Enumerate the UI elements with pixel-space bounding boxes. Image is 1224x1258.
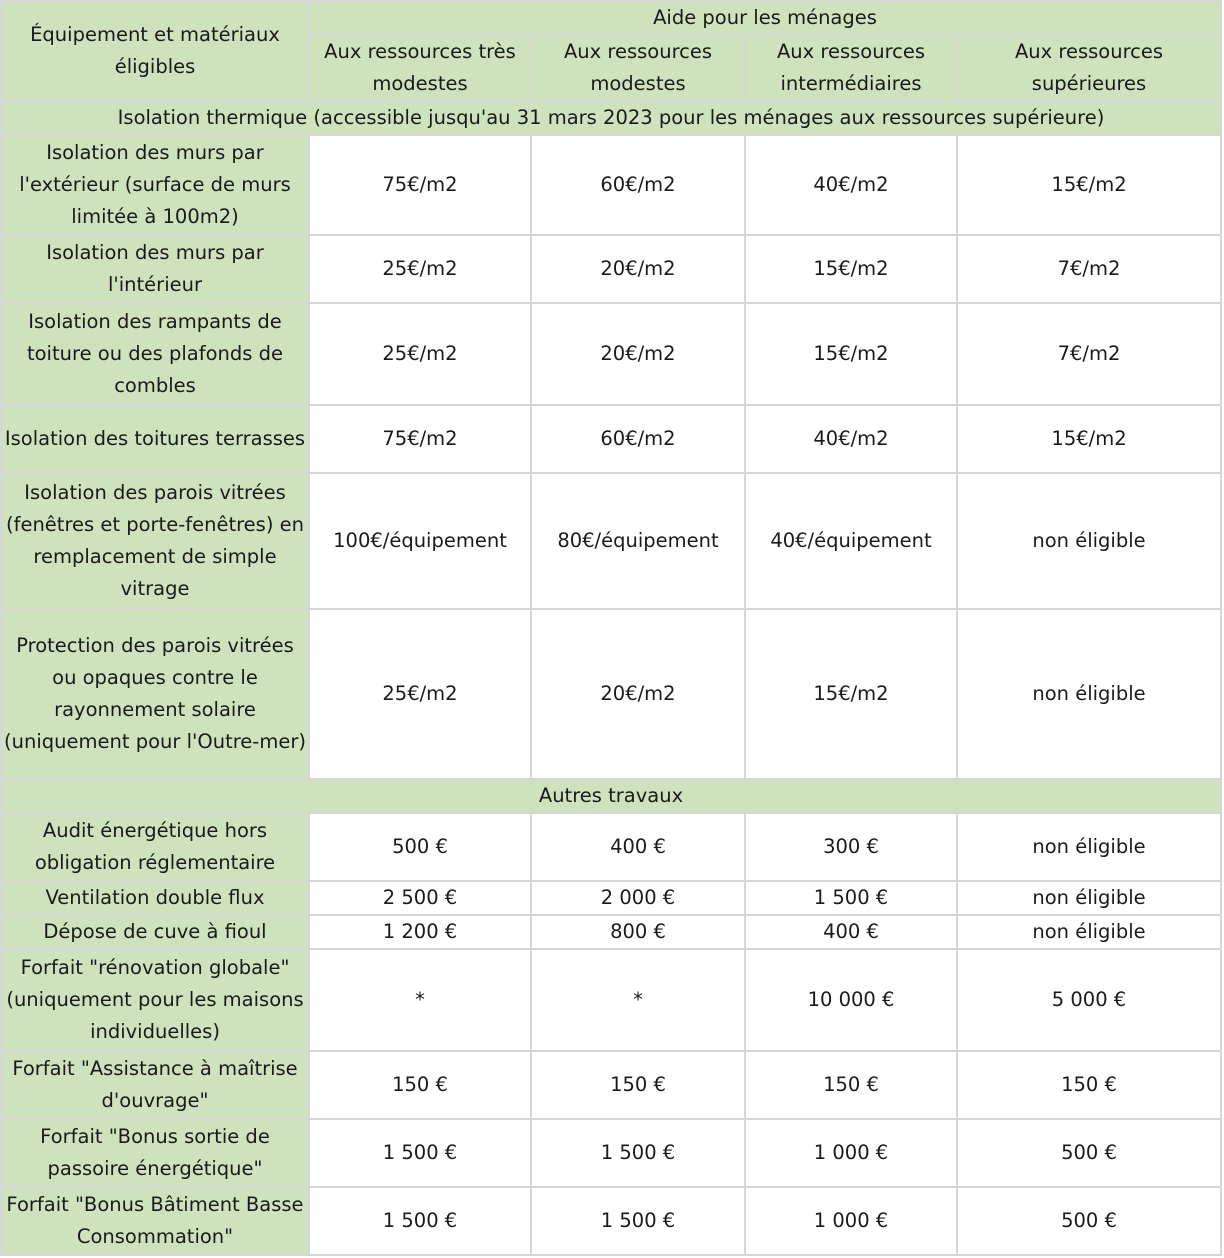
value-cell: 1 500 € [531,1119,745,1187]
header-row-group [1,1,1221,35]
row-label: Isolation des rampants de toiture ou des plafonds de combles [1,303,309,405]
value-cell: 1 500 € [309,1187,531,1255]
section-title-autres: Autres travaux [1,779,1221,813]
value-cell: 20€/m2 [531,303,745,405]
value-cell: non éligible [957,813,1221,881]
row-label: Isolation des toitures terrasses [1,405,309,473]
value-cell: 400 € [745,915,957,949]
value-cell: 15€/m2 [745,235,957,303]
value-cell: 40€/équipement [745,473,957,609]
value-cell: * [531,949,745,1051]
value-cell: 20€/m2 [531,609,745,779]
value-cell: 20€/m2 [531,235,745,303]
value-cell: non éligible [957,609,1221,779]
value-cell: 2 500 € [309,881,531,915]
value-cell: 500 € [309,813,531,881]
section-title-isolation: Isolation thermique (accessible jusqu'au 31 mars 2023 pour les ménages aux ressources supérieure) [1,101,1221,135]
column-header-tres-modestes: Aux ressources très modestes [309,35,531,101]
value-cell: 15€/m2 [957,135,1221,235]
value-cell: 5 000 € [957,949,1221,1051]
table-row [1,303,1221,405]
row-label: Isolation des murs par l'intérieur [1,235,309,303]
value-cell: 25€/m2 [309,235,531,303]
table-row [1,609,1221,779]
row-label: Ventilation double flux [1,881,309,915]
table-row [1,405,1221,473]
table-row [1,235,1221,303]
group-header [309,1,1221,35]
row-label: Protection des parois vitrées ou opaques contre le rayonnement solaire (uniquement pour l'Outre-mer) [1,609,309,779]
value-cell: 75€/m2 [309,135,531,235]
value-cell: 7€/m2 [957,235,1221,303]
table-row [1,881,1221,915]
column-header-modestes: Aux ressources modestes [531,35,745,101]
value-cell: 40€/m2 [745,135,957,235]
value-cell: 15€/m2 [957,405,1221,473]
value-cell: 1 500 € [309,1119,531,1187]
row-label: Forfait "Assistance à maîtrise d'ouvrage" [1,1051,309,1119]
value-cell: 1 500 € [745,881,957,915]
value-cell: 150 € [745,1051,957,1119]
value-cell: 40€/m2 [745,405,957,473]
value-cell: 1 500 € [531,1187,745,1255]
table-row [1,813,1221,881]
value-cell: 400 € [531,813,745,881]
value-cell: 500 € [957,1187,1221,1255]
table-row [1,473,1221,609]
column-header-superieures: Aux ressources supérieures [957,35,1221,101]
value-cell: 10 000 € [745,949,957,1051]
value-cell: 800 € [531,915,745,949]
value-cell: 80€/équipement [531,473,745,609]
group-header-label: Aide pour les ménages [653,6,877,29]
table-row [1,949,1221,1051]
value-cell: 300 € [745,813,957,881]
value-cell: 15€/m2 [745,303,957,405]
value-cell: non éligible [957,881,1221,915]
section-row-autres [1,779,1221,813]
value-cell: non éligible [957,473,1221,609]
table-row [1,915,1221,949]
value-cell: 1 000 € [745,1119,957,1187]
value-cell: 100€/équipement [309,473,531,609]
row-label: Forfait "Bonus Bâtiment Basse Consommation" [1,1187,309,1255]
value-cell: 1 000 € [745,1187,957,1255]
value-cell: 500 € [957,1119,1221,1187]
value-cell: 60€/m2 [531,405,745,473]
value-cell: 25€/m2 [309,609,531,779]
value-cell: 1 200 € [309,915,531,949]
table-row [1,1051,1221,1119]
table-row [1,135,1221,235]
section-row-isolation [1,101,1221,135]
value-cell: 2 000 € [531,881,745,915]
corner-header [1,1,309,101]
value-cell: 15€/m2 [745,609,957,779]
value-cell: non éligible [957,915,1221,949]
value-cell: * [309,949,531,1051]
table-row [1,1119,1221,1187]
corner-header-label: Équipement et matériaux éligibles [30,23,280,78]
value-cell: 25€/m2 [309,303,531,405]
row-label: Isolation des murs par l'extérieur (surface de murs limitée à 100m2) [1,135,309,235]
row-label: Forfait "rénovation globale" (uniquement pour les maisons individuelles) [1,949,309,1051]
row-label: Forfait "Bonus sortie de passoire énergétique" [1,1119,309,1187]
row-label: Isolation des parois vitrées (fenêtres et porte-fenêtres) en remplacement de simple vitrage [1,473,309,609]
value-cell: 150 € [531,1051,745,1119]
value-cell: 7€/m2 [957,303,1221,405]
value-cell: 150 € [309,1051,531,1119]
value-cell: 60€/m2 [531,135,745,235]
column-header-intermediaires: Aux ressources intermédiaires [745,35,957,101]
table-row [1,1187,1221,1255]
value-cell: 150 € [957,1051,1221,1119]
row-label: Audit énergétique hors obligation réglementaire [1,813,309,881]
value-cell: 75€/m2 [309,405,531,473]
row-label: Dépose de cuve à fioul [1,915,309,949]
